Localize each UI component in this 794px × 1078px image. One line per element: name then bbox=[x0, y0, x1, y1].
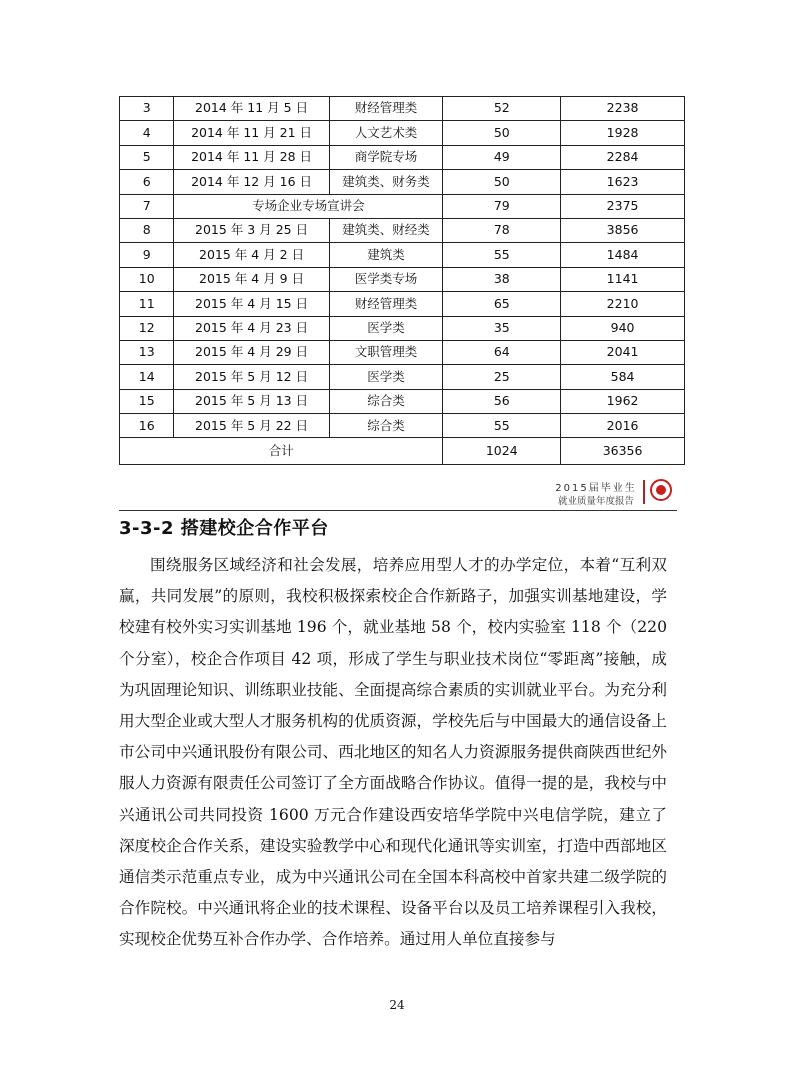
cell-category: 建筑类、财务类 bbox=[329, 170, 443, 194]
cell-company-count: 79 bbox=[443, 194, 561, 218]
cell-date: 2015 年 5 月 12 日 bbox=[174, 365, 329, 389]
cell-company-count: 50 bbox=[443, 121, 561, 145]
page-number: 24 bbox=[389, 998, 405, 1012]
cell-position-count: 1623 bbox=[561, 170, 685, 194]
cell-number: 9 bbox=[120, 243, 174, 267]
table-row bbox=[120, 340, 685, 364]
table-total-row bbox=[120, 438, 685, 465]
cell-company-count: 64 bbox=[443, 340, 561, 364]
table-row bbox=[120, 389, 685, 413]
cell-position-count: 3856 bbox=[561, 218, 685, 242]
report-logo bbox=[552, 478, 678, 506]
cell-category: 综合类 bbox=[329, 389, 443, 413]
cell-company-count: 38 bbox=[443, 267, 561, 291]
cell-number: 15 bbox=[120, 389, 174, 413]
cell-number: 14 bbox=[120, 365, 174, 389]
logo-line2: 就业质量年度报告 bbox=[557, 496, 634, 507]
cell-date: 2014 年 11 月 5 日 bbox=[174, 97, 329, 121]
cell-company-count: 78 bbox=[443, 218, 561, 242]
cell-date: 2015 年 4 月 23 日 bbox=[174, 316, 329, 340]
cell-number: 4 bbox=[120, 121, 174, 145]
table-row bbox=[120, 145, 685, 169]
section-heading: 3-3-2 搭建校企合作平台 bbox=[119, 518, 329, 539]
cell-company-count: 49 bbox=[443, 145, 561, 169]
table-row bbox=[120, 97, 685, 121]
table-row bbox=[120, 267, 685, 291]
job-fair-table bbox=[119, 96, 685, 465]
cell-category: 综合类 bbox=[329, 414, 443, 438]
cell-position-count: 2375 bbox=[561, 194, 685, 218]
cell-position-count: 940 bbox=[561, 316, 685, 340]
table-row bbox=[120, 194, 685, 218]
cell-category: 财经管理类 bbox=[329, 97, 443, 121]
cell-position-count: 1484 bbox=[561, 243, 685, 267]
cell-position-count: 2016 bbox=[561, 414, 685, 438]
school-seal-icon bbox=[650, 479, 672, 501]
cell-position-count: 2238 bbox=[561, 97, 685, 121]
cell-date: 2015 年 3 月 25 日 bbox=[174, 218, 329, 242]
cell-date: 2015 年 5 月 22 日 bbox=[174, 414, 329, 438]
cell-position-count: 584 bbox=[561, 365, 685, 389]
cell-company-count: 56 bbox=[443, 389, 561, 413]
cell-category: 文职管理类 bbox=[329, 340, 443, 364]
cell-number: 11 bbox=[120, 292, 174, 316]
table-row bbox=[120, 243, 685, 267]
cell-date: 2014 年 11 月 28 日 bbox=[174, 145, 329, 169]
cell-category: 医学类专场 bbox=[329, 267, 443, 291]
cell-position-count: 2041 bbox=[561, 340, 685, 364]
cell-company-count: 50 bbox=[443, 170, 561, 194]
cell-category: 商学院专场 bbox=[329, 145, 443, 169]
header-rule bbox=[119, 510, 677, 511]
cell-company-count: 55 bbox=[443, 243, 561, 267]
table-row bbox=[120, 316, 685, 340]
cell-number: 13 bbox=[120, 340, 174, 364]
cell-date: 2014 年 11 月 21 日 bbox=[174, 121, 329, 145]
logo-divider bbox=[643, 480, 645, 504]
cell-number: 5 bbox=[120, 145, 174, 169]
cell-date: 2015 年 4 月 2 日 bbox=[174, 243, 329, 267]
total-position-count: 36356 bbox=[561, 438, 685, 465]
cell-position-count: 1141 bbox=[561, 267, 685, 291]
cell-company-count: 35 bbox=[443, 316, 561, 340]
cell-date: 2015 年 5 月 13 日 bbox=[174, 389, 329, 413]
cell-number: 12 bbox=[120, 316, 174, 340]
cell-number: 8 bbox=[120, 218, 174, 242]
job-fair-table-body bbox=[120, 97, 685, 465]
cell-category: 建筑类、财经类 bbox=[329, 218, 443, 242]
cell-category: 医学类 bbox=[329, 365, 443, 389]
cell-number: 7 bbox=[120, 194, 174, 218]
cell-category: 财经管理类 bbox=[329, 292, 443, 316]
cell-position-count: 2210 bbox=[561, 292, 685, 316]
cell-number: 3 bbox=[120, 97, 174, 121]
logo-line1: 2015届毕业生 bbox=[555, 483, 637, 494]
cell-position-count: 1928 bbox=[561, 121, 685, 145]
cell-date: 2015 年 4 月 15 日 bbox=[174, 292, 329, 316]
cell-company-count: 65 bbox=[443, 292, 561, 316]
cell-company-count: 25 bbox=[443, 365, 561, 389]
table-row bbox=[120, 218, 685, 242]
cell-number: 10 bbox=[120, 267, 174, 291]
table-row bbox=[120, 414, 685, 438]
cell-date: 2015 年 4 月 29 日 bbox=[174, 340, 329, 364]
cell-merged-title: 专场企业专场宣讲会 bbox=[174, 194, 443, 218]
table-row bbox=[120, 121, 685, 145]
body-paragraph: 围绕服务区域经济和社会发展，培养应用型人才的办学定位，本着“互利双赢，共同发展”的原则，我校积极探索校企合作新路子，加强实训基地建设，学校建有校外实习实训基地 196 个，就业基地 58 个，校内实验室 118 个（220 个分室），校企合作项目 42 项，形成了学生与职业技术岗位“零距离”接触，成为巩固理论知识、训练职业技能、全面提高综合素质的实训就业平台。为充分利用大型企业或大型人才服务机构的优质资源，学校先后与中国最大的通信设备上市公司中兴通讯股份有限公司、西北地区的知名人力资源服务提供商陕西世纪外服人力资源有限责任公司签订了全方面战略合作协议。值得一提的是，我校与中兴通讯公司共同投资 1600 万元合作建设西安培华学院中兴电信学院，建立了深度校企合作关系，建设实验教学中心和现代化通讯等实训室，打造中西部地区通信类示范重点专业，成为中兴通讯公司在全国本科高校中首家共建二级学院的合作院校。中兴通讯将企业的技术课程、设备平台以及员工培养课程引入我校，实现校企优势互补合作办学、合作培养。通过用人单位直接参与 bbox=[119, 556, 667, 949]
cell-category: 医学类 bbox=[329, 316, 443, 340]
cell-number: 6 bbox=[120, 170, 174, 194]
cell-category: 建筑类 bbox=[329, 243, 443, 267]
cell-company-count: 55 bbox=[443, 414, 561, 438]
cell-position-count: 2284 bbox=[561, 145, 685, 169]
table-row bbox=[120, 365, 685, 389]
total-label: 合计 bbox=[120, 438, 443, 465]
cell-date: 2015 年 4 月 9 日 bbox=[174, 267, 329, 291]
total-company-count: 1024 bbox=[443, 438, 561, 465]
cell-date: 2014 年 12 月 16 日 bbox=[174, 170, 329, 194]
cell-company-count: 52 bbox=[443, 97, 561, 121]
cell-number: 16 bbox=[120, 414, 174, 438]
table-row bbox=[120, 292, 685, 316]
cell-position-count: 1962 bbox=[561, 389, 685, 413]
table-row bbox=[120, 170, 685, 194]
cell-category: 人文艺术类 bbox=[329, 121, 443, 145]
